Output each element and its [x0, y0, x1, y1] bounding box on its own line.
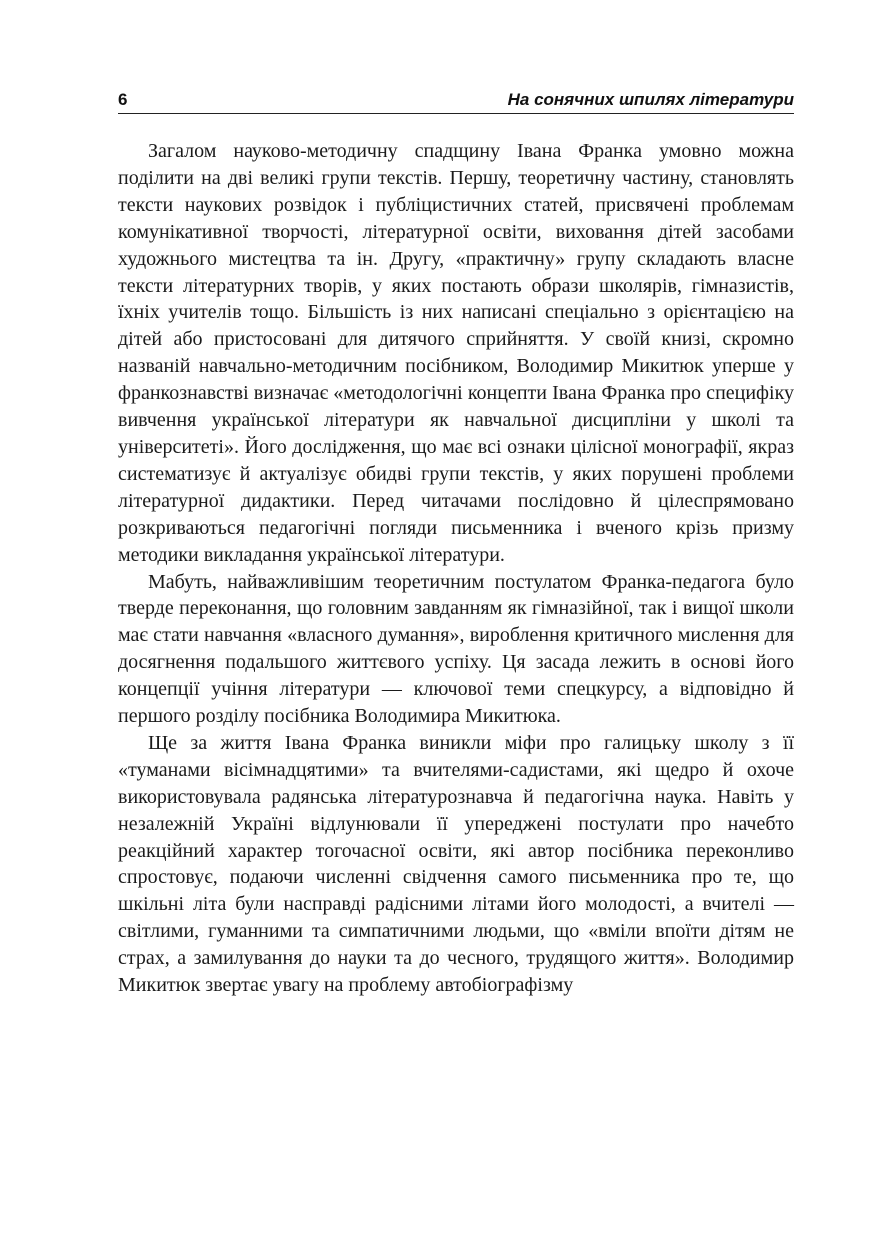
page-number: 6	[118, 90, 128, 109]
page	[118, 84, 794, 999]
paragraph: Загалом науково-методичну спадщину Івана Франка умовно можна поділити на дві великі групи текстів. Першу, теоретичну частину, становлять тексти наукових розвідок і публіцистичних статей, присвячені проблемам комунікативної творчості, літературної освіти, виховання дітей засобами художнього мистецтва та ін. Другу, «практичну» групу складають власне тексти літературних творів, у яких постають образи школярів, гімназистів, їхніх учителів тощо. Більшість із них написані спеціально з орієнтацією на дітей або пристосовані для дитячого сприйняття. У своїй книзі, скромно названій навчально-методичним посібником, Володимир Микитюк уперше у франкознавстві визначає «методологічні концепти Івана Франка про специфіку вивчення української літератури як навчальної дисципліни у школі та університеті». Його дослідження, що має всі ознаки цілісної монографії, якраз систематизує й актуалізує обидві групи текстів, у яких порушені проблеми літературної дидактики. Перед читачами послідовно й цілеспрямовано розкриваються педагогічні погляди письменника і вченого крізь призму методики викладання української літератури.	[118, 140, 794, 566]
body-text	[118, 138, 794, 999]
paragraph: Мабуть, найважливішим теоретичним постулатом Франка-педагога було тверде переконання, що головним завданням як гімназійної, так і вищої школи має стати навчання «власного думання», вироблення критичного мислення для досягнення подальшого життєвого успіху. Ця засада лежить в основі його концепції учіння літератури — ключової теми спецкурсу, а відповідно й першого розділу посібника Володимира Микитюка.	[118, 570, 794, 728]
running-header	[118, 84, 794, 114]
paragraph: Ще за життя Івана Франка виникли міфи про галицьку школу з її «туманами вісімнадцятими» та вчителями-садистами, які щедро й охоче використовувала радянська літературознавча й педагогічна наука. Навіть у незалежній Україні відлунювали її упереджeні постулати про начебто реакційний характер тогочасної освіти, які автор посібника переконливо спростовує, подаючи численні свідчення самого письменника про те, що шкільні літа були насправді радісними літами його молодості, а вчителі — світлими, гуманними та симпатичними людьми, що «вміли впоїти дітям не страх, а замилування до науки та до чесного, трудящого життя». Володимир Микитюк звертає увагу на проблему автобіографізму	[118, 731, 794, 997]
running-title: На сонячних шпилях літератури	[507, 90, 794, 109]
